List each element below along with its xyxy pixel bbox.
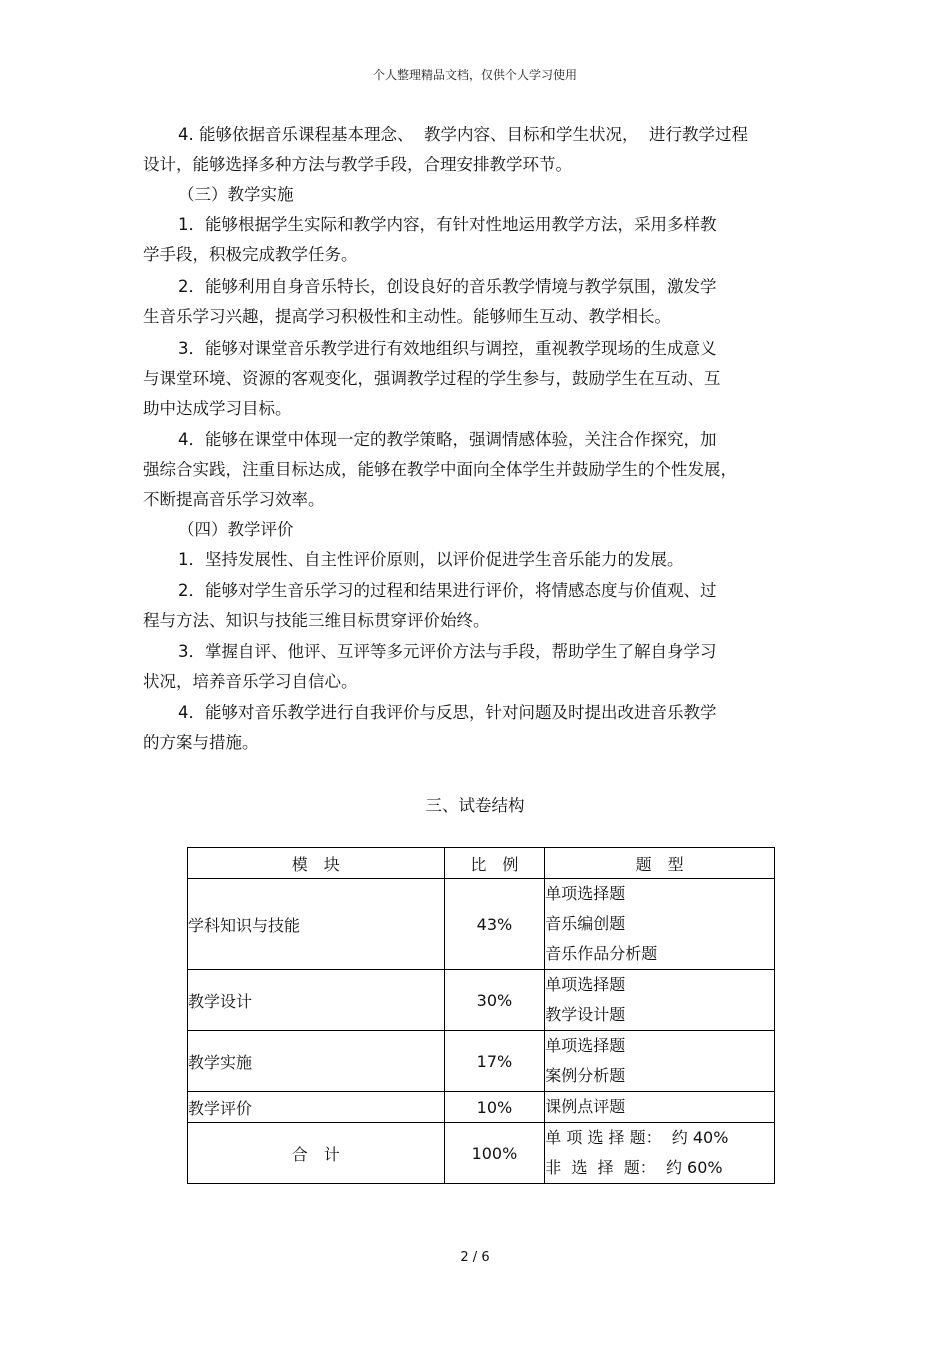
cell-module: 合 计 — [188, 1123, 445, 1184]
table-row — [188, 1092, 775, 1123]
table-header-row — [188, 848, 775, 879]
paragraph-line: 1．坚持发展性、自主性评价原则，以评价促进学生音乐能力的发展。 — [178, 550, 684, 569]
header-module: 模 块 — [188, 848, 445, 879]
paragraph-line: 的方案与措施。 — [143, 733, 259, 752]
paragraph-line: 不断提高音乐学习效率。 — [143, 490, 325, 509]
paragraph-line: 4. 能够依据音乐课程基本理念、 教学内容、目标和学生状况， 进行教学过程 — [178, 125, 748, 144]
paragraph-line: 4．能够在课堂中体现一定的教学策略，强调情感体验，关注合作探究，加 — [178, 430, 717, 449]
paragraph-line: 4．能够对音乐教学进行自我评价与反思，针对问题及时提出改进音乐教学 — [178, 703, 717, 722]
question-type: 案例分析题 — [545, 1066, 626, 1085]
cell-question-types — [545, 1092, 775, 1123]
table-row — [188, 879, 775, 970]
cell-module: 学科知识与技能 — [188, 879, 445, 970]
cell-ratio: 17% — [444, 1031, 545, 1092]
cell-ratio: 30% — [444, 970, 545, 1031]
table-row — [188, 970, 775, 1031]
question-type: 课例点评题 — [545, 1097, 626, 1116]
cell-question-types — [545, 970, 775, 1031]
paragraph-line: （四）教学评价 — [178, 520, 294, 539]
cell-question-types — [545, 1123, 775, 1184]
paragraph-line: 2．能够对学生音乐学习的过程和结果进行评价，将情感态度与价值观、过 — [178, 581, 717, 600]
table-row — [188, 1123, 775, 1184]
paragraph-line: 设计，能够选择多种方法与教学手段，合理安排教学环节。 — [143, 155, 572, 174]
header-ratio: 比 例 — [444, 848, 545, 879]
table-row — [188, 1031, 775, 1092]
paragraph-line: 助中达成学习目标。 — [143, 399, 292, 418]
paragraph-line: 学手段，积极完成教学任务。 — [143, 245, 358, 264]
paragraph-line: 2．能够利用自身音乐特长，创设良好的音乐教学情境与教学氛围，激发学 — [178, 277, 717, 296]
paragraph-line: 与课堂环境、资源的客观变化，强调教学过程的学生参与，鼓励学生在互动、互 — [143, 369, 721, 388]
cell-ratio: 43% — [444, 879, 545, 970]
paragraph-line: 程与方法、知识与技能三维目标贯穿评价始终。 — [143, 611, 490, 630]
exam-structure-table — [187, 847, 775, 1184]
header-types: 题 型 — [545, 848, 775, 879]
cell-question-types — [545, 1031, 775, 1092]
paragraph-line: 3．掌握自评、他评、互评等多元评价方法与手段，帮助学生了解自身学习 — [178, 642, 717, 661]
cell-ratio: 10% — [444, 1092, 545, 1123]
cell-ratio: 100% — [444, 1123, 545, 1184]
question-type: 非 选 择 题： 约 60% — [545, 1158, 723, 1177]
cell-module: 教学实施 — [188, 1031, 445, 1092]
paragraph-line: 强综合实践，注重目标达成，能够在教学中面向全体学生并鼓励学生的个性发展， — [143, 460, 737, 479]
paragraph-line: 生音乐学习兴趣，提高学习积极性和主动性。能够师生互动、教学相长。 — [143, 307, 671, 326]
paragraph-line: 状况，培养音乐学习自信心。 — [143, 672, 358, 691]
paragraph-line: 1．能够根据学生实际和教学内容，有针对性地运用教学方法，采用多样教 — [178, 215, 717, 234]
page-number: 2 / 6 — [460, 1250, 490, 1265]
cell-module: 教学设计 — [188, 970, 445, 1031]
cell-module: 教学评价 — [188, 1092, 445, 1123]
question-type: 单 项 选 择 题： 约 40% — [545, 1128, 729, 1147]
question-type: 单项选择题 — [545, 975, 626, 994]
section-title: 三、试卷结构 — [425, 796, 525, 815]
paragraph-line: 3．能够对课堂音乐教学进行有效地组织与调控，重视教学现场的生成意义 — [178, 339, 717, 358]
question-type: 教学设计题 — [545, 1005, 626, 1024]
page-header: 个人整理精品文档，仅供个人学习使用 — [372, 68, 577, 82]
question-type: 音乐编创题 — [545, 914, 626, 933]
question-type: 音乐作品分析题 — [545, 944, 658, 963]
question-type: 单项选择题 — [545, 1036, 626, 1055]
paragraph-line: （三）教学实施 — [178, 185, 294, 204]
cell-question-types — [545, 879, 775, 970]
question-type: 单项选择题 — [545, 884, 626, 903]
